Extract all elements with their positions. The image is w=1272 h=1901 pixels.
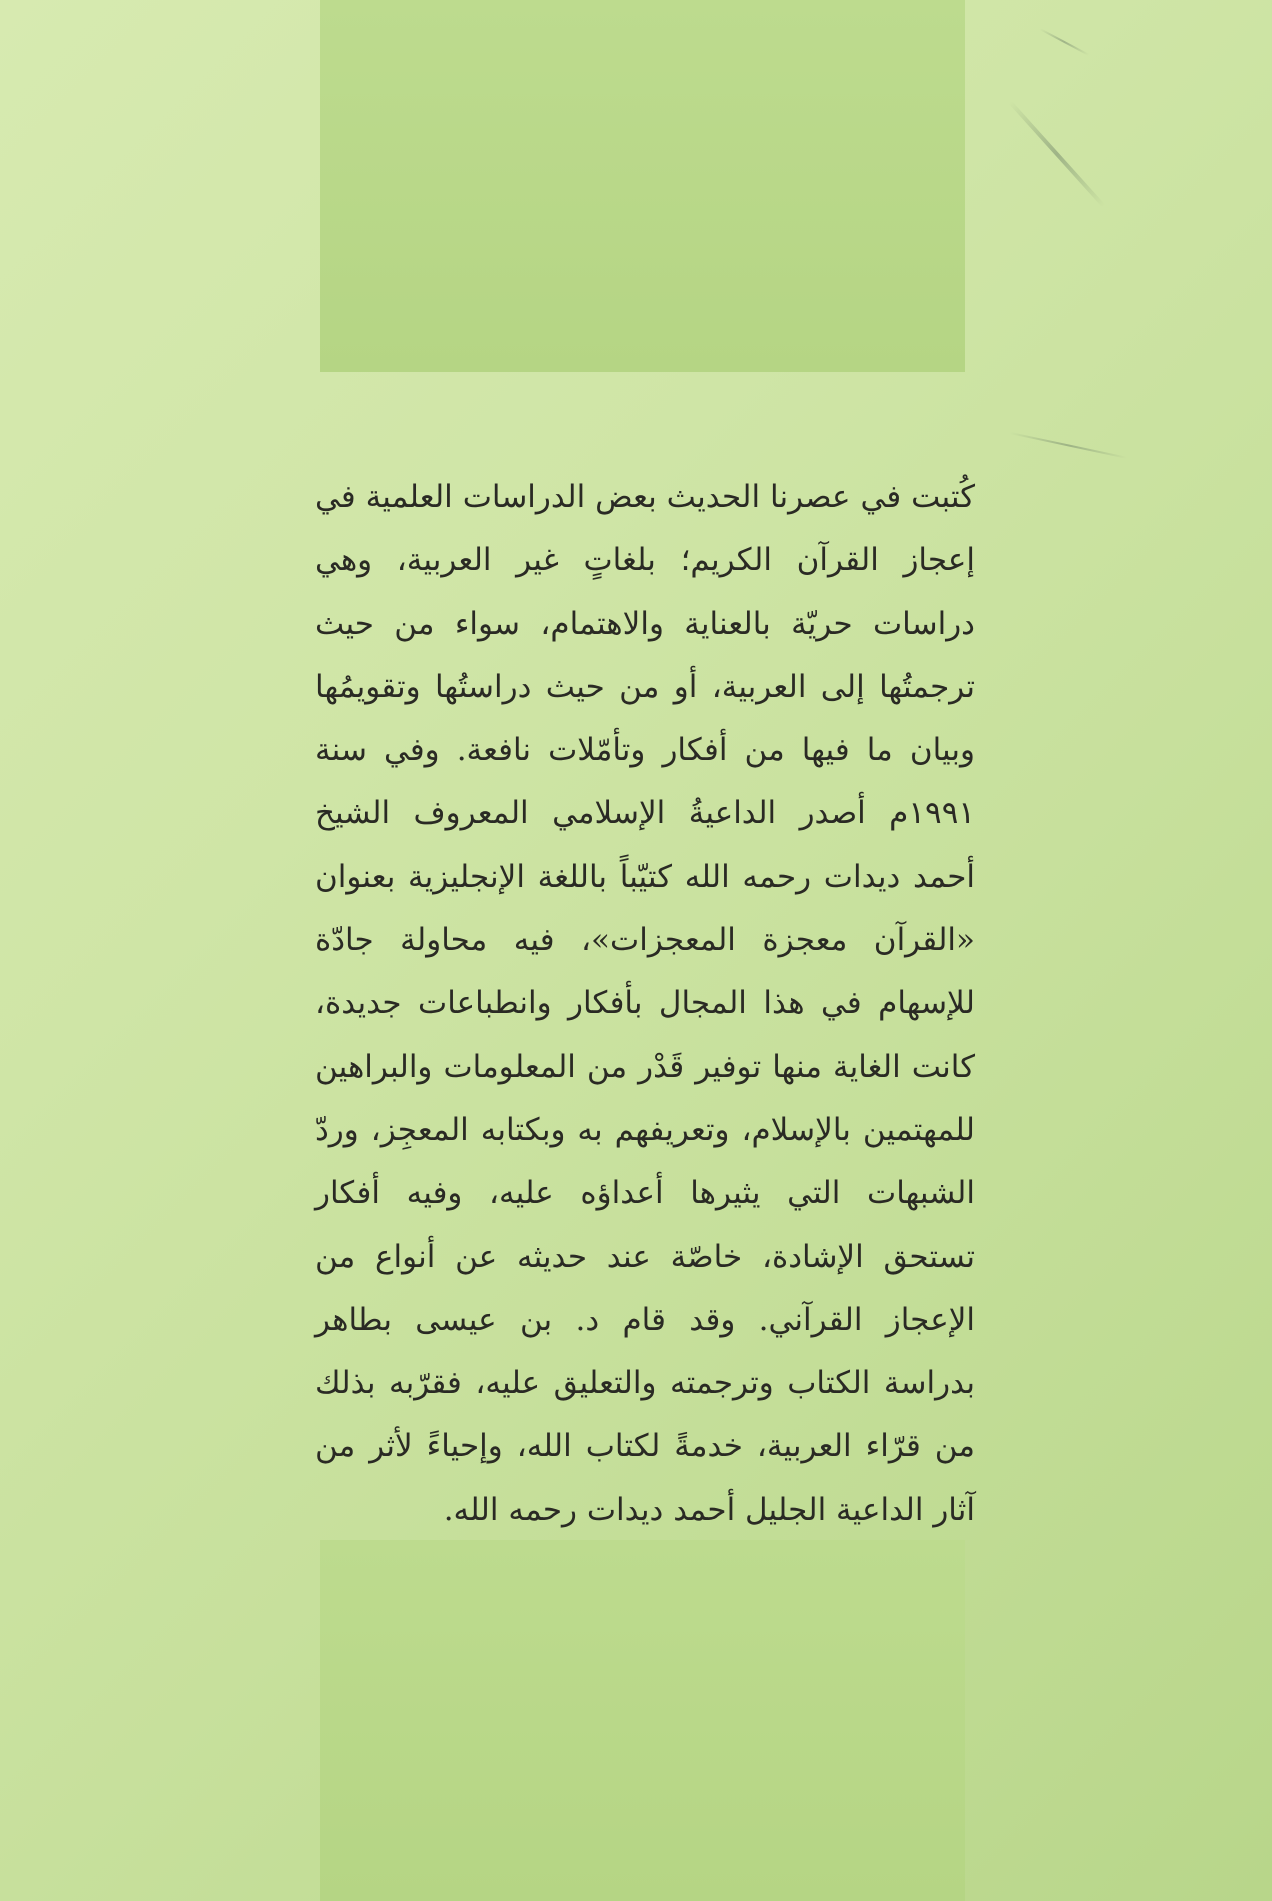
back-cover-blurb: كُتبت في عصرنا الحديث بعض الدراسات العلمية في إعجاز القرآن الكريم؛ بلغاتٍ غير العربية، وهي دراسات حريّة بالعناية والاهتمام، سواء من حيث ترجمتُها إلى العربية، أو من حيث دراستُها وتقويمُها وبيان ما فيها من أفكار وتأمّلات نافعة. وفي سنة ١٩٩١م أصدر الداعيةُ الإسلامي المعروف الشيخ أحمد ديدات رحمه الله كتيّباً باللغة الإنجليزية بعنوان «القرآن معجزة المعجزات»، فيه محاولة جادّة للإسهام في هذا المجال بأفكار وانطباعات جديدة، كانت الغاية منها توفير قَدْر من المعلومات والبراهين للمهتمين بالإسلام، وتعريفهم به وبكتابه المعجِز، وردّ الشبهات التي يثيرها أعداؤه عليه، وفيه أفكار تستحق الإشادة، خاصّة عند حديثه عن أنواع من الإعجاز القرآني. وقد قام د. بن عيسى بطاهر بدراسة الكتاب وترجمته والتعليق عليه، فقرّبه بذلك من قرّاء العربية، خدمةً لكتاب الله، وإحياءً لأثر من آثار الداعية الجليل أحمد ديدات رحمه الله. [315, 479, 975, 1528]
scan-streak [1009, 101, 1106, 208]
scan-streak [1040, 28, 1090, 56]
scan-streak [1010, 432, 1128, 459]
bottom-decorative-panel [320, 1540, 965, 1901]
top-decorative-panel [320, 0, 965, 372]
